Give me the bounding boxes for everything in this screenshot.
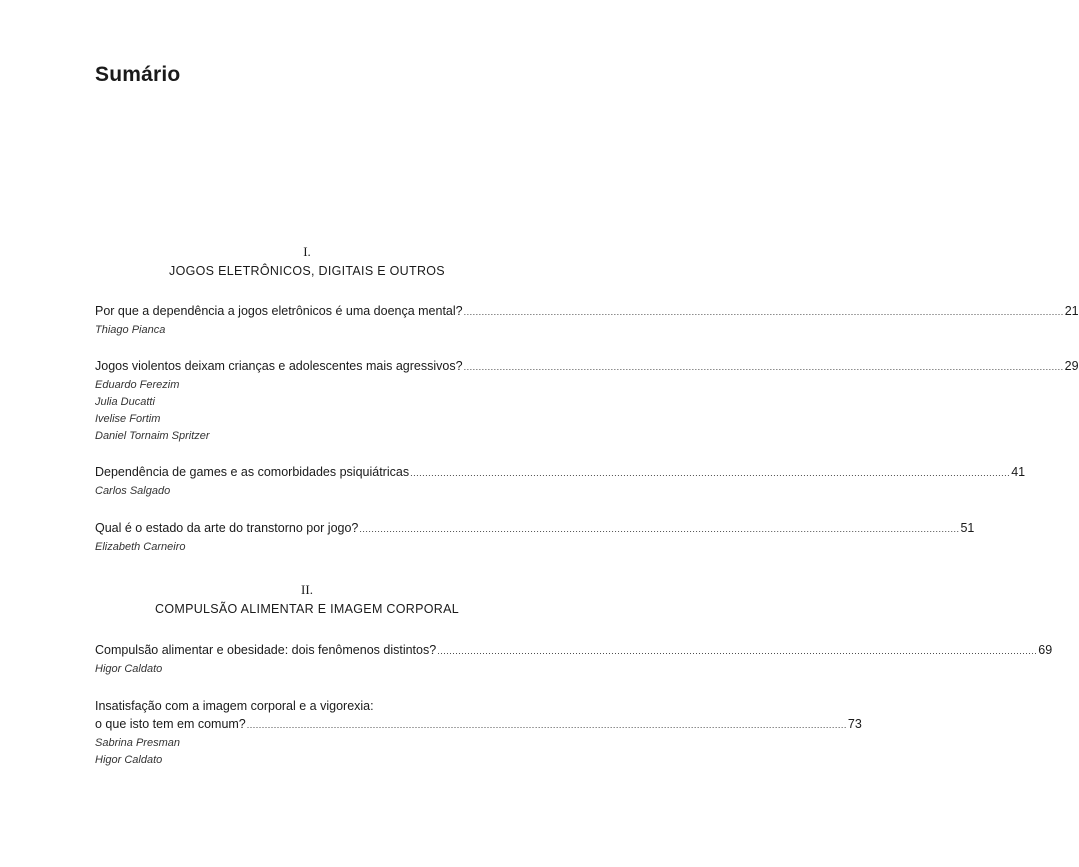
toc-entry-line <box>95 519 975 538</box>
part-heading-2 <box>95 582 519 617</box>
toc-entry-page: 41 <box>1011 465 1026 479</box>
toc-entry-title: Insatisfação com a imagem corporal e a vigorexia: <box>95 699 374 713</box>
toc-entry-title: Qual é o estado da arte do transtorno por jogo? <box>95 521 359 535</box>
toc-entry-authors <box>95 322 519 339</box>
toc-entry-page: 73 <box>847 717 862 731</box>
author-name: Carlos Salgado <box>95 485 171 497</box>
part-title: COMPULSÃO ALIMENTAR E IMAGEM CORPORAL <box>155 602 459 616</box>
part-numeral: II. <box>301 582 313 597</box>
part-numeral: I. <box>303 244 311 259</box>
author-name: Higor Caldato <box>95 663 163 675</box>
toc-entry[interactable] <box>95 519 975 556</box>
author-name: Elizabeth Carneiro <box>95 541 186 553</box>
author-name: Ivelise Fortim <box>95 413 161 425</box>
toc-entry-authors <box>95 483 519 500</box>
toc-entry-title: Compulsão alimentar e obesidade: dois fenômenos distintos? <box>95 643 437 657</box>
toc-entry[interactable] <box>95 302 1079 339</box>
author-name: Thiago Pianca <box>95 324 166 336</box>
toc-entry-page: 21 <box>1064 304 1079 318</box>
toc-entry-page: 51 <box>960 521 975 535</box>
toc-entry-line <box>95 463 1026 482</box>
toc-entry[interactable] <box>95 463 1026 500</box>
toc-entry-authors <box>95 661 519 678</box>
toc-entry-title: Dependência de games e as comorbidades psiquiátricas <box>95 465 410 479</box>
toc-entry-page: 29 <box>1064 359 1079 373</box>
author-name: Eduardo Ferezim <box>95 379 180 391</box>
toc-entry-title: Jogos violentos deixam crianças e adolescentes mais agressivos? <box>95 359 463 373</box>
part-title: JOGOS ELETRÔNICOS, DIGITAIS E OUTROS <box>169 264 445 278</box>
toc-entry-line-2 <box>95 715 862 734</box>
page-title: Sumário <box>95 63 181 86</box>
dot-leader: ........................................................................................................................................................................................................ <box>410 468 1011 478</box>
dot-leader: ........................................................................................................................................................................................................ <box>463 307 1064 317</box>
toc-entry-title-continued: o que isto tem em comum? <box>95 717 246 731</box>
toc-entry[interactable] <box>95 357 1079 445</box>
toc-entry-page: 69 <box>1038 643 1053 657</box>
dot-leader: ........................................................................................................................................................................................................ <box>246 720 847 730</box>
toc-entry-authors <box>95 539 519 556</box>
dot-leader: ........................................................................................................................................................................................................ <box>463 362 1064 372</box>
author-name: Sabrina Presman <box>95 737 180 749</box>
toc-entry-authors <box>95 735 519 769</box>
dot-leader: ........................................................................................................................................................................................................ <box>359 524 960 534</box>
toc-entry-line <box>95 302 1079 321</box>
toc-entry-title: Por que a dependência a jogos eletrônicos é uma doença mental? <box>95 304 463 318</box>
toc-entry-authors <box>95 377 519 445</box>
toc-entry[interactable] <box>95 697 862 769</box>
toc-entry[interactable] <box>95 641 1053 678</box>
author-name: Daniel Tornaim Spritzer <box>95 430 210 442</box>
part-heading-1 <box>95 244 519 279</box>
author-name: Julia Ducatti <box>95 396 155 408</box>
toc-entry-line <box>95 641 1053 660</box>
author-name: Higor Caldato <box>95 754 163 766</box>
dot-leader: ........................................................................................................................................................................................................ <box>437 646 1038 656</box>
toc-entry-line-1 <box>95 697 519 715</box>
toc-entry-line <box>95 357 1079 376</box>
